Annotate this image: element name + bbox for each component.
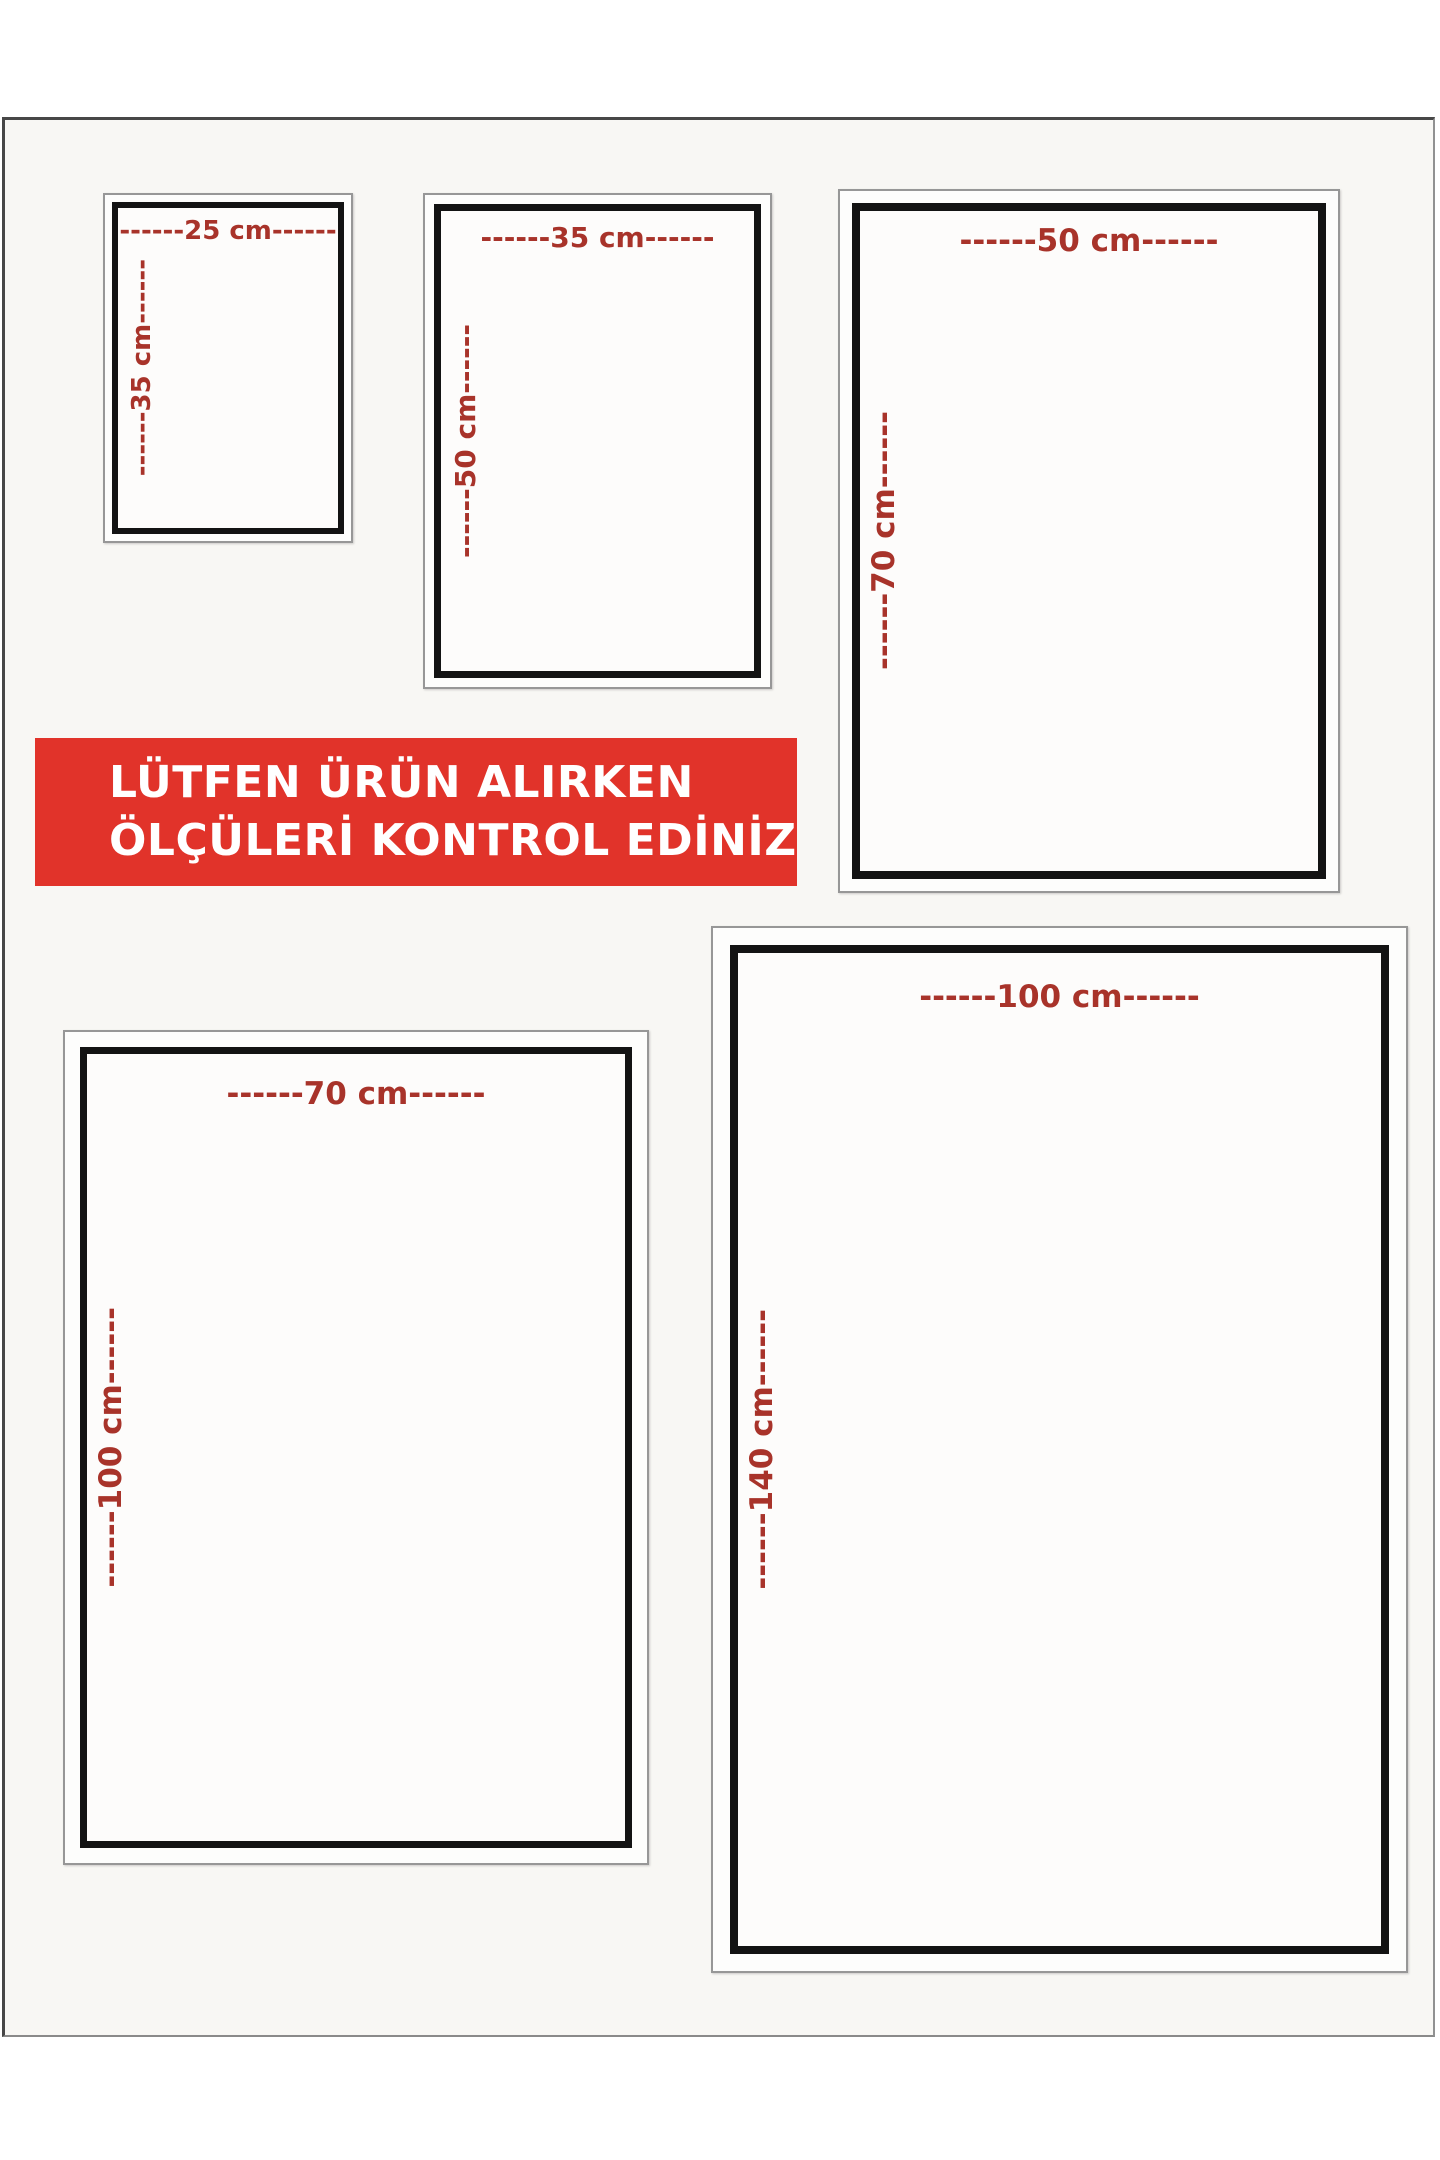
height-label-wrap bbox=[862, 211, 906, 871]
height-label-140cm: ------140 cm------ bbox=[744, 1309, 780, 1590]
height-label-50cm: ------50 cm------ bbox=[448, 324, 482, 558]
width-label-35cm: ------35 cm------ bbox=[480, 221, 715, 254]
height-label-35cm: ------35 cm------ bbox=[127, 259, 157, 477]
size-frame-50x70 bbox=[852, 203, 1326, 879]
size-frame-100x140 bbox=[730, 945, 1389, 1954]
size-frame-25x35 bbox=[112, 202, 344, 534]
height-label-wrap bbox=[740, 953, 784, 1946]
height-label-wrap bbox=[120, 208, 164, 528]
size-frame-35x50 bbox=[434, 204, 761, 678]
width-label-25cm: ------25 cm------ bbox=[119, 216, 337, 246]
height-label-100cm: ------100 cm------ bbox=[93, 1307, 129, 1588]
width-label-50cm: ------50 cm------ bbox=[959, 223, 1219, 259]
height-label-wrap bbox=[89, 1054, 133, 1841]
height-label-wrap bbox=[443, 211, 487, 671]
size-box-35x50 bbox=[423, 193, 772, 689]
size-box-50x70 bbox=[838, 189, 1340, 893]
warning-banner-line1: LÜTFEN ÜRÜN ALIRKEN bbox=[109, 756, 694, 808]
size-box-70x100 bbox=[63, 1030, 649, 1865]
width-label-70cm: ------70 cm------ bbox=[226, 1076, 486, 1112]
size-box-100x140 bbox=[711, 926, 1408, 1973]
warning-banner-line2: ÖLÇÜLERİ KONTROL EDİNİZ bbox=[109, 815, 797, 866]
size-frame-70x100 bbox=[80, 1047, 632, 1848]
warning-banner bbox=[35, 738, 797, 886]
width-label-100cm: ------100 cm------ bbox=[919, 979, 1200, 1015]
height-label-70cm: ------70 cm------ bbox=[866, 411, 902, 671]
size-box-25x35 bbox=[103, 193, 353, 543]
